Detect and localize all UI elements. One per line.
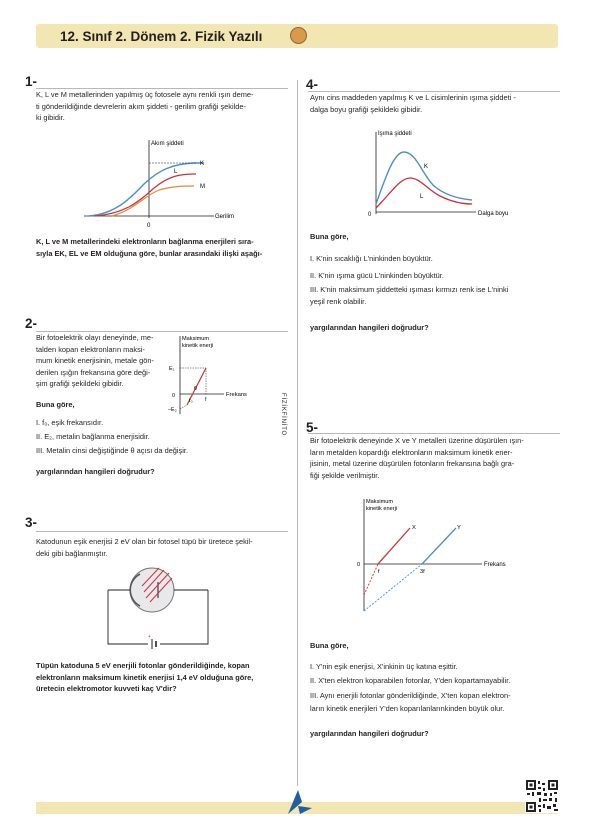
q5-ylabel1: Maksimum [366, 499, 394, 505]
q1-label-l: L [174, 169, 178, 175]
q4-ylabel: Işıma şiddeti [378, 131, 412, 137]
q2-item: II. E₂, metalin bağlanma enerjisidir. [36, 432, 150, 441]
q1-label-m: M [200, 184, 205, 190]
q4-item: I. K'nin sıcaklığı L'ninkinden büyüktür. [310, 254, 433, 263]
q4-item: yeşil renk olabilir. [310, 297, 367, 306]
q3-text-line: Katodunun eşik enerjisi 2 eV olan bir fotosel tüpü bir üretece şekil- [36, 537, 253, 546]
qr-code-icon[interactable] [525, 779, 559, 813]
q5-number: 5- [306, 420, 319, 435]
column-divider [297, 80, 298, 786]
q3-question [36, 660, 294, 695]
page-title: 12. Sınıf 2. Dönem 2. Fizik Yazılı [60, 29, 263, 44]
q3-question-line: Tüpün katoduna 5 eV enerjili fotonlar gönderildiğinde, kopan [36, 661, 250, 670]
q4-label-l: L [420, 194, 424, 200]
q2-theta: θ [194, 386, 197, 392]
q5-origin: 0 [357, 562, 361, 568]
q2-number: 2- [25, 316, 38, 331]
q3-question-line: üretecin elektromotor kuvveti kaç V'dir? [36, 684, 177, 694]
q4-item: III. K'nin maksimum şiddetteki ışıması kırmızı renk ise L'ninki [310, 285, 509, 294]
q4-items [310, 251, 572, 308]
q4-text-line: Aynı cins maddeden yapılmış K ve L cisimlerinin ışıma şiddeti - [310, 93, 516, 102]
q3-number: 3- [25, 515, 38, 530]
q5-label-y: Y [457, 525, 461, 531]
q4-graph [366, 126, 526, 222]
avatar [290, 27, 307, 44]
q1-text [36, 89, 291, 124]
q2-items [36, 416, 286, 458]
q2-ylabel1: Maksimum [182, 336, 210, 342]
q4-curve-l [376, 178, 472, 208]
q5-item: I. Y'nin eşik enerjisi, X'inkinin üç katına eşittir. [310, 662, 458, 671]
q1-xlabel: Gerilim [215, 214, 234, 220]
q5-ylabel2: kinetik enerji [366, 506, 398, 512]
q2-text-line: derilen ışığın frekansına göre deği- [36, 367, 151, 377]
q4-xlabel: Dalga boyu [478, 211, 509, 217]
q5-f: f [378, 569, 380, 575]
q1-origin: 0 [147, 223, 151, 228]
q2-buna-gore: Buna göre, [36, 400, 75, 409]
q2-origin: 0 [172, 393, 175, 399]
q1-text-line: ti gönderildiğinde devrelerin akım şiddeti - gerilim grafiği şekilde- [36, 101, 246, 111]
q1-label-k: K [200, 161, 205, 167]
q4-text [310, 92, 572, 115]
q2-text-line: Bir fotoelektrik olayı deneyinde, me- [36, 333, 154, 342]
q5-y-extension [364, 564, 422, 611]
q5-text-line: jisinin, metal üzerine düşürülen fotonların frekansına bağlı gra- [310, 459, 515, 469]
q1-curve-m [112, 186, 194, 216]
q4-curve-k [376, 152, 472, 204]
q3-question-line: elektronların maksimum kinetik enerjisi 1,4 eV olduğuna göre, [36, 672, 254, 682]
q2-item: III. Metalin cinsi değiştiğinde θ açısı da değişir. [36, 446, 188, 455]
q1-question-line: K, L ve M metallerindeki elektronların bağlanma enerjileri sıra- [36, 237, 254, 246]
q4-text-line: dalga boyu grafiği şekildeki gibidir. [310, 104, 423, 114]
q4-item: II. K'nin ışıma gücü L'ninkinden büyüktür. [310, 270, 444, 280]
q5-3f: 3f [420, 569, 425, 575]
q3-rule [36, 531, 288, 532]
logo-icon [282, 786, 316, 816]
q2-ylabel2: kinetik enerji [182, 343, 214, 349]
q5-item: II. X'ten elektron koparabilen fotonlar, Y'den kopartamayabilir. [310, 676, 511, 686]
q4-buna-gore: Buna göre, [310, 232, 349, 241]
q2-f: f [205, 397, 207, 403]
q5-ask: yargılarından hangileri doğrudur? [310, 729, 429, 738]
q2-f0: f₀ [189, 398, 193, 404]
q5-item: ların kinetik enerjileri Y'den koparılanlarınkinden büyük olur. [310, 703, 505, 713]
q1-number: 1- [25, 74, 38, 89]
q5-line-y [422, 528, 456, 564]
q5-label-x: X [412, 525, 416, 531]
q5-buna-gore: Buna göre, [310, 641, 349, 650]
q5-text-line: ların metalden kopardığı elektronların maksimum kinetik ener- [310, 447, 513, 457]
q5-line-x [378, 528, 410, 564]
q5-rule [308, 433, 560, 434]
q5-items [310, 660, 572, 715]
q3-text [36, 536, 291, 559]
q5-x-extension [364, 564, 378, 595]
q5-text-line: Bir fotoelektrik deneyinde X ve Y metalleri üzerine düşürülen ışın- [310, 436, 524, 445]
q2-ask: yargılarından hangileri doğrudur? [36, 467, 155, 476]
q1-question-line: sıyla EK, EL ve EM olduğuna göre, bunlar arasındaki ilişki aşağı- [36, 248, 263, 258]
q4-label-k: K [424, 164, 429, 170]
q1-graph [84, 136, 254, 228]
q1-ylabel: Akım şiddeti [151, 141, 184, 147]
q1-question [36, 236, 294, 259]
q5-text [310, 435, 572, 481]
q2-text-line: talden kopan elektronların maksi- [36, 344, 145, 354]
q5-graph [352, 495, 522, 615]
q2-text-line: şim grafiği şekildeki gibidir. [36, 379, 124, 389]
q2-item: I. f₀, eşik frekansıdır. [36, 418, 104, 427]
q5-text-line: fiği şekilde verilmiştir. [310, 470, 380, 480]
q1-curve-l [94, 174, 196, 216]
q3-text-line: deki gibi bağlanmıştır. [36, 548, 108, 558]
q5-xlabel: Frekans [484, 562, 506, 568]
q2-text [36, 332, 171, 390]
q4-number: 4- [306, 77, 319, 92]
q2-xlabel: Frekans [226, 392, 247, 398]
q4-origin: 0 [368, 212, 372, 218]
q3-circuit [104, 560, 214, 652]
q1-text-line: ki gibidir. [36, 113, 65, 123]
q4-ask: yargılarından hangileri doğrudur? [310, 323, 429, 332]
svg-text:+: + [148, 634, 151, 640]
side-label: FİZİKFİNİTO [280, 393, 286, 437]
q2-text-line: mum kinetik enerjisinin, metale gön- [36, 356, 154, 366]
q2-graph [164, 332, 284, 418]
q1-text-line: K, L ve M metallerinden yapılmış üç fotosele aynı renkli ışın deme- [36, 90, 254, 99]
q5-item: III. Aynı enerjili fotonlar gönderildiğinde, X'ten kopan elektron- [310, 690, 511, 700]
q2-e2: –E₂ [168, 407, 177, 413]
q2-e1: E₁ [169, 366, 175, 372]
q1-curve-k [89, 163, 204, 216]
